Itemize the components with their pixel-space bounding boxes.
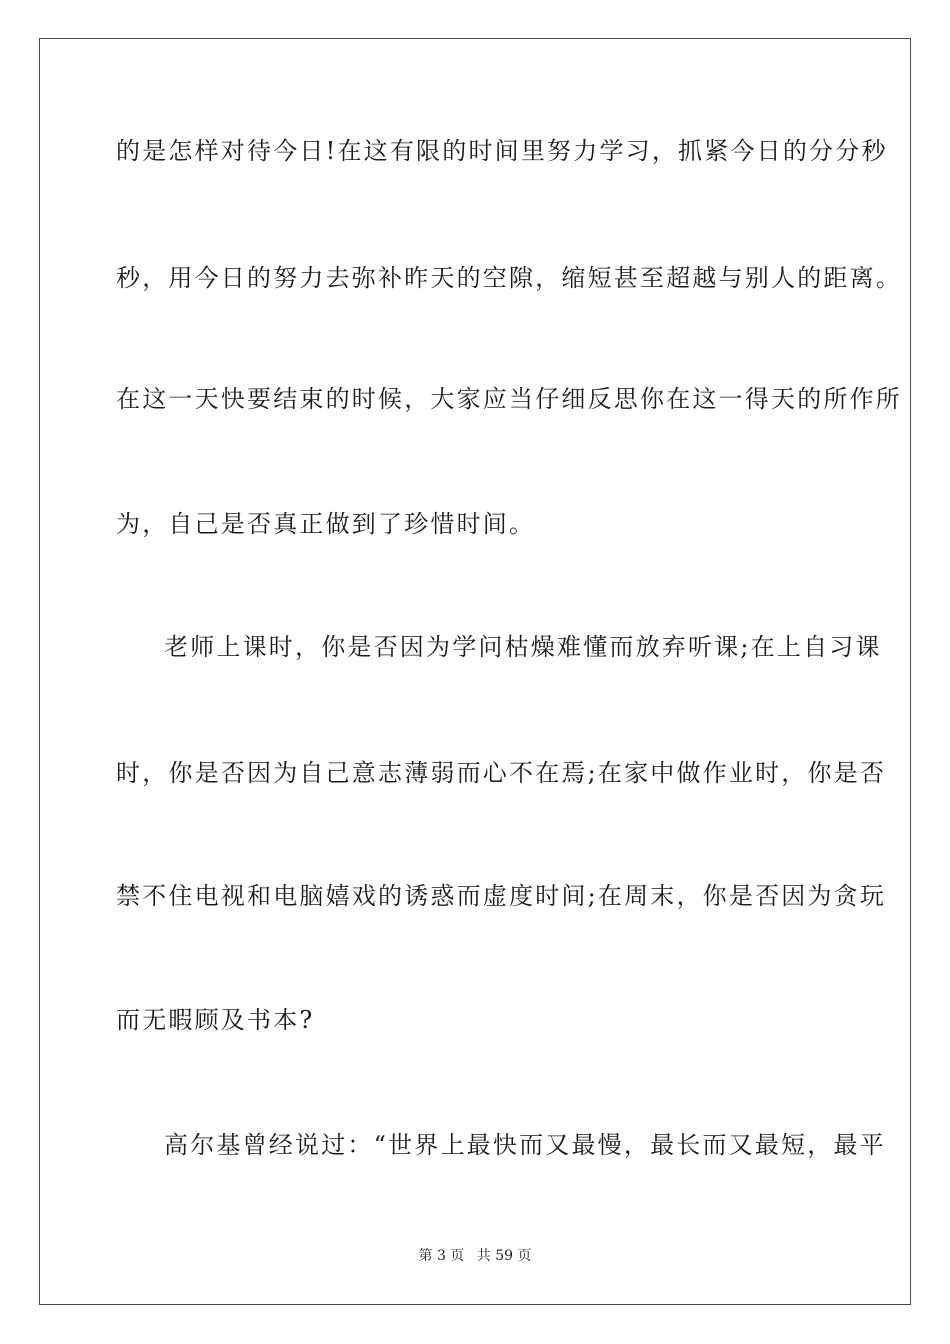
- text-line-1: 的是怎样对待今日!在这有限的时间里努力学习，抓紧今日的分分秒: [116, 137, 888, 165]
- text-line-2: 秒，用今日的努力去弥补昨天的空隙，缩短甚至超越与别人的距离。: [116, 264, 902, 292]
- text-line-9: 高尔基曾经说过：“世界上最快而又最慢，最长而又最短，最平: [164, 1131, 886, 1159]
- text-line-5: 老师上课时，你是否因为学问枯燥难懂而放弃听课;在上自习课: [164, 633, 882, 661]
- page-total: 共 59 页: [476, 1248, 532, 1264]
- text-line-3: 在这一天快要结束的时候，大家应当仔细反思你在这一得天的所作所: [116, 385, 902, 413]
- text-line-7: 禁不住电视和电脑嬉戏的诱惑而虚度时间;在周末，你是否因为贪玩: [116, 882, 887, 910]
- page-border: [39, 38, 911, 1305]
- page-number: 第 3 页: [418, 1248, 465, 1264]
- text-line-6: 时，你是否因为自己意志薄弱而心不在焉;在家中做作业时，你是否: [116, 759, 887, 787]
- text-line-8: 而无暇顾及书本?: [116, 1006, 315, 1034]
- page-footer: [0, 1247, 950, 1265]
- text-line-4: 为，自己是否真正做到了珍惜时间。: [116, 510, 536, 538]
